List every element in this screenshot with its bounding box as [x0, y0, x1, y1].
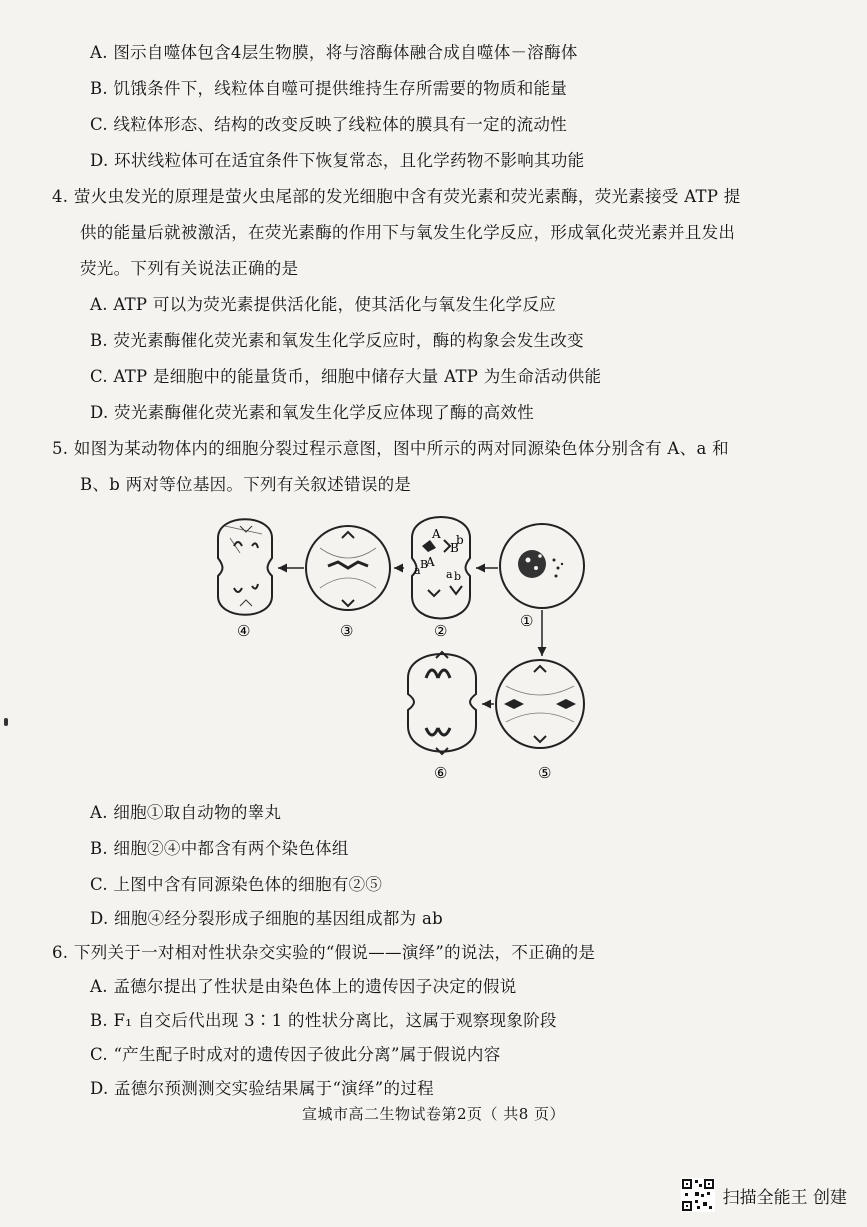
watermark-text: 扫描全能王 创建 [722, 1187, 847, 1208]
gene-label-A-top: A [432, 527, 441, 541]
q6-option-a: A. 孟德尔提出了性状是由染色体上的遗传因子决定的假说 [90, 977, 517, 996]
q5-option-c: C. 上图中含有同源染色体的细胞有②⑤ [90, 875, 383, 894]
q5-option-b: B. 细胞②④中都含有两个染色体组 [90, 839, 349, 858]
gene-label-A-mid: A [426, 555, 435, 569]
q4-option-a: A. ATP 可以为荧光素提供活化能，使其活化与氧发生化学反应 [90, 295, 557, 314]
q6-option-c: C. “产生配子时成对的遗传因子彼此分离”属于假说内容 [90, 1045, 501, 1064]
label-cell-6: ⑥ [434, 764, 448, 782]
cell-5 [496, 660, 584, 748]
q3-option-c: C. 线粒体形态、结构的改变反映了线粒体的膜具有一定的流动性 [90, 115, 568, 134]
gene-label-B-top: B [450, 541, 459, 555]
q3-option-d: D. 环状线粒体可在适宜条件下恢复常态，且化学药物不影响其功能 [90, 151, 585, 170]
q4-stem-line-1: 4. 萤火虫发光的原理是萤火虫尾部的发光细胞中含有荧光素和荧光素酶，荧光素接受 ATP 提 [52, 187, 741, 206]
qr-code-icon [681, 1178, 715, 1212]
q3-option-a: A. 图示自噬体包含4层生物膜，将与溶酶体融合成自噬体－溶酶体 [90, 43, 578, 62]
q6-option-d: D. 孟德尔预测测交实验结果属于“演绎”的过程 [90, 1079, 434, 1098]
q4-option-b: B. 荧光素酶催化荧光素和氧发生化学反应时，酶的构象会发生改变 [90, 331, 584, 350]
cell-3 [306, 526, 390, 610]
gene-label-b-top: b [456, 533, 464, 547]
gene-label-a-low: a [446, 568, 453, 581]
q4-stem-line-3: 荧光。下列有关说法正确的是 [80, 259, 299, 278]
q4-option-c: C. ATP 是细胞中的能量货币，细胞中储存大量 ATP 为生命活动供能 [90, 367, 602, 386]
q4-option-d: D. 荧光素酶催化荧光素和氧发生化学反应体现了酶的高效性 [90, 403, 535, 422]
q6-option-b: B. F₁ 自交后代出现 3∶1 的性状分离比，这属于观察现象阶段 [90, 1011, 557, 1030]
label-cell-5: ⑤ [538, 764, 552, 782]
cell-2 [412, 517, 470, 619]
cell-1 [500, 524, 584, 608]
q4-stem-line-2: 供的能量后就被激活，在荧光素酶的作用下与氧发生化学反应，形成氧化荧光素并且发出 [80, 223, 736, 242]
q3-option-b: B. 饥饿条件下，线粒体自噬可提供维持生存所需要的物质和能量 [90, 79, 568, 98]
scanner-watermark [681, 1178, 847, 1212]
cell-division-diagram [200, 508, 600, 793]
label-cell-2: ② [434, 622, 448, 640]
gene-label-b-low: b [454, 570, 462, 583]
q5-option-a: A. 细胞①取自动物的睾丸 [90, 803, 282, 822]
scan-mark [4, 718, 8, 726]
label-cell-4: ④ [237, 622, 251, 640]
q5-option-d: D. 细胞④经分裂形成子细胞的基因组成都为 ab [90, 909, 443, 928]
cell-4 [218, 519, 272, 615]
gene-label-B-mid: B [420, 558, 429, 571]
gene-label-a-mid: a [414, 564, 421, 577]
q5-stem-line-1: 5. 如图为某动物体内的细胞分裂过程示意图，图中所示的两对同源染色体分别含有 A、a 和 [52, 439, 729, 458]
page-footer: 宣城市高二生物试卷第2页（ 共8 页） [301, 1105, 566, 1123]
q5-stem-line-2: B、b 两对等位基因。下列有关叙述错误的是 [80, 475, 412, 494]
label-cell-3: ③ [340, 622, 354, 640]
q6-stem: 6. 下列关于一对相对性状杂交实验的“假说——演绎”的说法，不正确的是 [52, 943, 596, 962]
cell-6 [408, 652, 476, 754]
label-cell-1: ① [520, 612, 534, 630]
